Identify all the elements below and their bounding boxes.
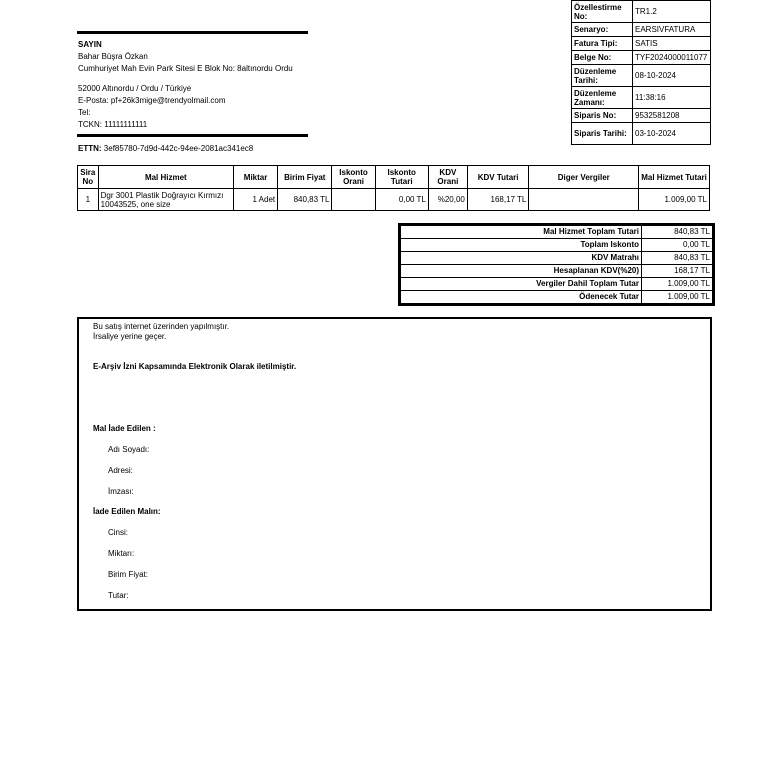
totals-row	[401, 239, 713, 252]
meta-row	[572, 1, 711, 23]
return-qty-label: Miktarı:	[108, 549, 135, 558]
meta-value: 11:38:16	[633, 87, 711, 109]
totals-label: Hesaplanan KDV(%20)	[401, 265, 642, 278]
col-header: Miktar	[234, 166, 278, 189]
customer-email: E-Posta: pf+26k3mige@trendyolmail.com	[78, 96, 226, 105]
totals-row	[401, 226, 713, 239]
meta-value: 08-10-2024	[633, 65, 711, 87]
cell-kdv-orani: %20,00	[428, 189, 467, 211]
meta-key: Fatura Tipi:	[572, 37, 633, 51]
totals-table	[400, 225, 713, 304]
totals-value: 1.009,00 TL	[642, 291, 713, 304]
return-type-label: Cinsi:	[108, 528, 129, 537]
cell-iskonto-orani	[332, 189, 375, 211]
col-header: KDV Tutari	[467, 166, 529, 189]
ettn-line	[78, 144, 253, 154]
customer-tckn: TCKN: 11111111111	[78, 120, 148, 129]
totals-label: Vergiler Dahil Toplam Tutar	[401, 278, 642, 291]
col-header: KDV Orani	[428, 166, 467, 189]
cell-iskonto-tutari: 0,00 TL	[375, 189, 428, 211]
cell-miktar: 1 Adet	[234, 189, 278, 211]
customer-heading: SAYIN	[78, 40, 102, 49]
col-header: Diger Vergiler	[529, 166, 639, 189]
col-header: Mal Hizmet Tutari	[639, 166, 710, 189]
meta-key: Belge No:	[572, 51, 633, 65]
return-price-label: Birim Fiyat:	[108, 570, 148, 579]
totals-value: 1.009,00 TL	[642, 278, 713, 291]
meta-value: TR1.2	[633, 1, 711, 23]
col-header: Iskonto Tutari	[375, 166, 428, 189]
totals-value: 168,17 TL	[642, 265, 713, 278]
totals-value: 840,83 TL	[642, 252, 713, 265]
meta-row	[572, 65, 711, 87]
meta-value: 9532581208	[633, 109, 711, 123]
return-signature-label: İmzası:	[108, 487, 134, 496]
totals-label: Mal Hizmet Toplam Tutari	[401, 226, 642, 239]
customer-address: Cumhuriyet Mah Evin Park Sitesi E Blok No: 8altınordu Ordu	[78, 64, 293, 73]
col-header: Mal Hizmet	[98, 166, 233, 189]
invoice-meta-table	[571, 0, 711, 145]
cell-mal-hizmet: Dgr 3001 Plastik Doğrayıcı Kırmızı 10043525, one size	[98, 189, 233, 211]
col-header: Iskonto Orani	[332, 166, 375, 189]
meta-row	[572, 37, 711, 51]
totals-label: Toplam Iskonto	[401, 239, 642, 252]
meta-value: EARSIVFATURA	[633, 23, 711, 37]
meta-key: Siparis Tarihi:	[572, 123, 633, 145]
returned-goods-heading: Mal İade Edilen :	[93, 424, 156, 433]
cell-diger-vergiler	[529, 189, 639, 211]
ettn-value: 3ef85780-7d9d-442c-94ee-2081ac341ec8	[103, 144, 254, 153]
table-row	[78, 189, 710, 211]
meta-row	[572, 109, 711, 123]
col-header: Sira No	[78, 166, 99, 189]
notes-box	[77, 317, 712, 611]
totals-value: 0,00 TL	[642, 239, 713, 252]
totals-row	[401, 291, 713, 304]
returned-item-heading: İade Edilen Malın:	[93, 507, 161, 516]
meta-key: Düzenleme Zamanı:	[572, 87, 633, 109]
meta-row	[572, 23, 711, 37]
meta-key: Senaryo:	[572, 23, 633, 37]
customer-name: Bahar Büşra Özkan	[78, 52, 148, 61]
totals-label: KDV Matrahı	[401, 252, 642, 265]
meta-row	[572, 123, 711, 145]
customer-city: 52000 Altınordu / Ordu / Türkiye	[78, 84, 192, 93]
cell-mal-hizmet-tutari: 1.009,00 TL	[639, 189, 710, 211]
meta-row	[572, 51, 711, 65]
meta-key: Özellestirme No:	[572, 1, 633, 23]
meta-value: TYF2024000011077	[633, 51, 711, 65]
col-header: Birim Fiyat	[278, 166, 332, 189]
note-internet-sale: Bu satış internet üzerinden yapılmıştır.	[93, 322, 230, 331]
meta-value: 03-10-2024	[633, 123, 711, 145]
meta-value: SATIS	[633, 37, 711, 51]
return-address-label: Adresi:	[108, 466, 133, 475]
totals-row	[401, 252, 713, 265]
totals-row	[401, 265, 713, 278]
note-irsaliye: İrsaliye yerine geçer.	[93, 332, 167, 341]
note-earsiv: E-Arşiv İzni Kapsamında Elektronik Olarak iletilmiştir.	[93, 362, 297, 371]
customer-top-rule	[77, 31, 308, 34]
customer-bottom-rule	[77, 134, 308, 137]
items-table	[77, 165, 710, 211]
totals-label: Ödenecek Tutar	[401, 291, 642, 304]
return-name-label: Adı Soyadı:	[108, 445, 150, 454]
customer-tel: Tel:	[78, 108, 91, 117]
ettn-label: ETTN:	[78, 144, 102, 153]
meta-row	[572, 87, 711, 109]
meta-key: Düzenleme Tarihi:	[572, 65, 633, 87]
totals-row	[401, 278, 713, 291]
cell-sira: 1	[78, 189, 99, 211]
totals-value: 840,83 TL	[642, 226, 713, 239]
meta-key: Siparis No:	[572, 109, 633, 123]
cell-kdv-tutari: 168,17 TL	[467, 189, 529, 211]
cell-birim-fiyat: 840,83 TL	[278, 189, 332, 211]
return-amount-label: Tutar:	[108, 591, 129, 600]
